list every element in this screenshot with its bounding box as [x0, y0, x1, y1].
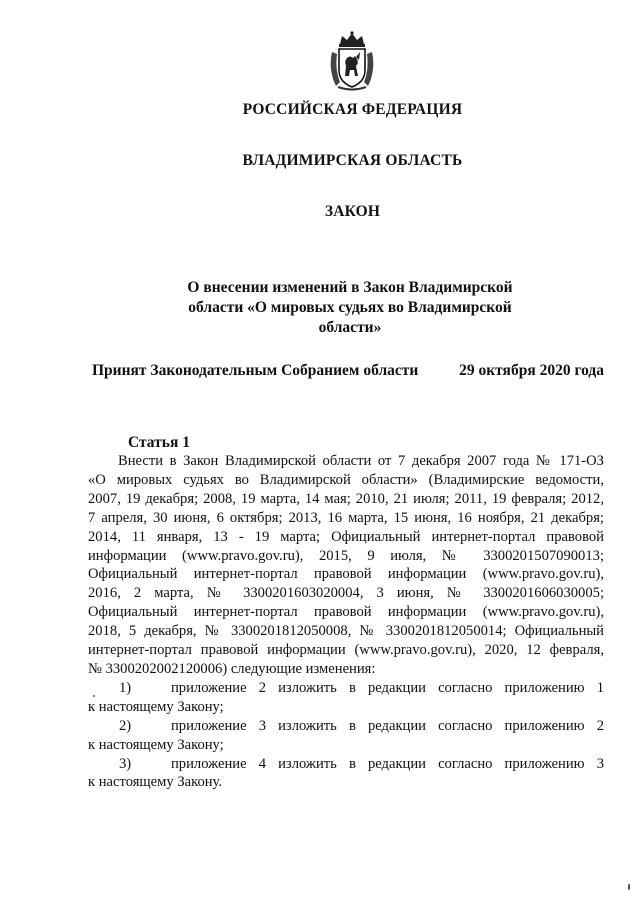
adoption-statement: Принят Законодательным Собранием области — [92, 362, 419, 379]
law-title — [170, 278, 530, 338]
body-line: информации (www.pravo.gov.ru), 2015, 9 июля, № 3300201507090013; — [88, 547, 604, 564]
list-item-continuation: к настоящему Закону; — [88, 698, 224, 715]
body-line: интернет-портал правовой информации (www.pravo.gov.ru), 2020, 12 февраля, — [88, 642, 604, 659]
adoption-date: 29 октября 2020 года — [459, 362, 604, 379]
article-body — [88, 452, 604, 792]
list-item-number: 3) — [119, 755, 132, 772]
body-line: 2014, 11 января, 13 - 19 марта; Официальный интернет-портал правовой — [88, 528, 604, 545]
list-item-continuation: к настоящему Закону. — [88, 774, 223, 791]
body-line: 2007, 19 декабря; 2008, 19 марта, 14 мая; 2010, 21 июля; 2011, 19 февраля; 2012, — [88, 490, 604, 507]
list-item-text: приложение 2 изложить в редакции согласно приложению 1 — [171, 679, 604, 696]
list-item — [88, 717, 604, 736]
body-line: Официальный интернет-портал правовой информации (www.pravo.gov.ru), — [88, 604, 604, 621]
law-title-line: области «О мировых судьях во Владимирской — [188, 299, 512, 316]
list-item — [88, 755, 604, 774]
region-heading: ВЛАДИМИРСКАЯ ОБЛАСТЬ — [242, 152, 463, 169]
body-line: Официальный интернет-портал правовой информации (www.pravo.gov.ru), — [88, 566, 604, 583]
scan-speck — [628, 884, 630, 890]
body-line: 2018, 5 декабря, № 3300201812050008, № 3300201812050014; Официальный — [88, 623, 604, 640]
country-heading: РОССИЙСКАЯ ФЕДЕРАЦИЯ — [242, 101, 463, 118]
law-title-line: области» — [318, 319, 382, 336]
list-item-text: приложение 3 изложить в редакции согласно приложению 2 — [171, 717, 604, 734]
body-line: № 3300202002120006) следующие изменения: — [88, 660, 376, 677]
body-line: 2016, 2 марта, № 3300201603020004, 3 июня, № 3300201606030005; — [88, 585, 604, 602]
coat-of-arms-icon — [326, 30, 378, 92]
list-item-text: приложение 4 изложить в редакции согласно приложению 3 — [171, 755, 604, 772]
list-item — [88, 679, 604, 698]
list-item-number: 2) — [119, 717, 132, 734]
body-line: 7 апреля, 30 июня, 6 октября; 2013, 16 марта, 15 июня, 16 ноября, 21 декабря; — [88, 509, 604, 526]
body-line: Внести в Закон Владимирской области от 7 декабря 2007 года № 171-ОЗ — [118, 453, 604, 469]
list-item-number: 1) — [119, 679, 132, 696]
law-title-line: О внесении изменений в Закон Владимирской — [187, 279, 513, 296]
list-item-continuation: к настоящему Закону; — [88, 736, 224, 753]
article-heading: Статья 1 — [128, 434, 190, 451]
body-line: «О мировых судьях во Владимирской области» (Владимирские ведомости, — [88, 471, 604, 488]
document-type-heading: ЗАКОН — [324, 203, 381, 220]
scan-speck — [93, 695, 95, 697]
